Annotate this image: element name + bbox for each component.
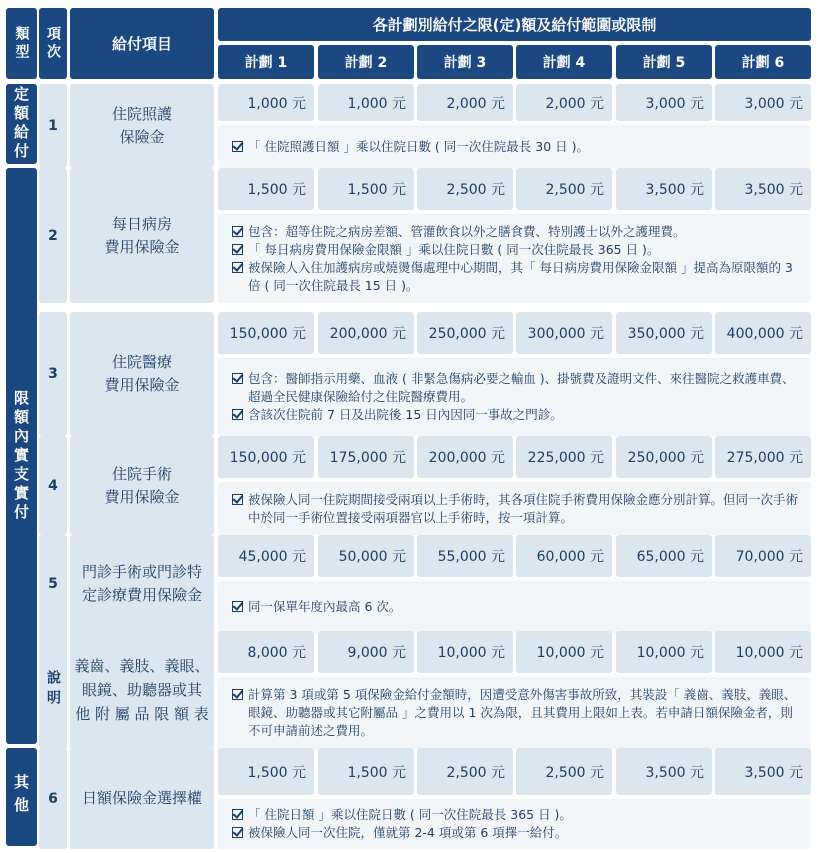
item-notes (218, 677, 811, 749)
plan-amount: 275,000 元 (715, 436, 811, 478)
note-text: 包含：醫師指示用藥、血液 ( 非緊急傷病必要之輸血 )、掛號費及證明文件、來往醫院之救護車費、超過全民健康保險給付之住院醫療費用。 (248, 371, 795, 404)
plan-amount: 400,000 元 (715, 312, 811, 354)
note-line (232, 259, 801, 295)
plan-amount: 3,500 元 (715, 748, 811, 795)
checkbox-checked-icon (232, 601, 243, 612)
item-notes (218, 799, 811, 849)
header-plan-2: 計劃 2 (318, 45, 414, 79)
plan-amount: 250,000 元 (417, 312, 513, 354)
plan-amount: 10,000 元 (516, 631, 612, 673)
header-plans-title: 各計劃別給付之限(定)額及給付範圍或限制 (218, 8, 811, 41)
plan-amount: 9,000 元 (318, 631, 414, 673)
note-line (232, 491, 801, 527)
plan-amount: 150,000 元 (218, 312, 314, 354)
plan-amount: 1,500 元 (218, 748, 314, 795)
plan-amount: 175,000 元 (318, 436, 414, 478)
header-plan-6: 計劃 6 (715, 45, 811, 79)
item-name: 住院照護 保險金 (70, 84, 214, 168)
checkbox-checked-icon (232, 141, 243, 152)
header-plan-4: 計劃 4 (516, 45, 612, 79)
group-label: 其他 (6, 748, 37, 846)
item-name: 門診手術或門診特 定診療費用保險金 (70, 535, 214, 633)
item-no: 4 (39, 436, 67, 535)
plan-amount: 3,500 元 (715, 168, 811, 210)
note-text: 同一保單年度內最高 6 次。 (248, 599, 402, 614)
header-plan-1: 計劃 1 (218, 45, 314, 79)
note-text: 計算第 3 項或第 5 項保險金給付金額時，因遭受意外傷害事故所致，其裝設「 義齒、義肢、義眼、眼鏡、助聽器或其它附屬品 」之費用以 1 次為限，且其費用上限如上表。若申請日額保險金者，則不可申請前述之費用。 (248, 687, 797, 738)
header-plan-5: 計劃 5 (616, 45, 712, 79)
note-line (232, 370, 801, 406)
note-text: 「 住院照護日額 」乘以住院日數 ( 同一次住院最長 30 日 )。 (248, 138, 589, 154)
header-item: 給付項目 (70, 8, 214, 79)
plan-amount: 3,000 元 (715, 84, 811, 121)
note-text: 被保險人同一住院期間接受兩項以上手術時，其各項住院手術費用保險金應分別計算。但同一次手術中於同一手術位置接受兩項器官以上手術時，按一項計算。 (248, 491, 799, 525)
plan-amount: 10,000 元 (616, 631, 712, 673)
note-text: 「 每日病房費用保險金限額 」乘以住院日數 ( 同一次住院最長 365 日 )。 (248, 241, 660, 257)
plan-amount: 55,000 元 (417, 535, 513, 577)
plan-amount: 1,000 元 (218, 84, 314, 121)
header-item-no: 項次 (39, 8, 67, 79)
note-text: 被保險人入住加護病房或燒燙傷處理中心期間，其「 每日病房費用保險金限額 」提高為原限額的 3 倍 ( 同一次住院最長 15 日 )。 (248, 259, 793, 293)
item-notes (218, 214, 811, 303)
checkbox-checked-icon (232, 689, 243, 700)
plan-amount: 1,500 元 (318, 168, 414, 210)
note-text: 含該次住院前 7 日及出院後 15 日內因同一事故之門診。 (248, 407, 563, 422)
plan-amount: 2,500 元 (516, 168, 612, 210)
plan-amount: 300,000 元 (516, 312, 612, 354)
plan-amount: 60,000 元 (516, 535, 612, 577)
group-label: 限額內實支實付 (6, 168, 37, 744)
note-line (232, 686, 801, 740)
item-name: 日額保險金選擇權 (70, 748, 214, 849)
plan-amount: 10,000 元 (417, 631, 513, 673)
note-line (232, 598, 801, 616)
plan-amount: 200,000 元 (318, 312, 414, 354)
header-type: 類型 (6, 8, 37, 79)
plan-amount: 50,000 元 (318, 535, 414, 577)
checkbox-checked-icon (232, 809, 243, 820)
item-no: 5 (39, 535, 67, 633)
plan-amount: 150,000 元 (218, 436, 314, 478)
checkbox-checked-icon (232, 244, 243, 255)
plan-amount: 2,000 元 (417, 84, 513, 121)
note-line (232, 138, 801, 156)
item-no: 說明 (39, 631, 67, 749)
note-line (232, 806, 801, 824)
item-name: 每日病房 費用保險金 (70, 168, 214, 303)
item-notes (218, 482, 811, 535)
plan-amount: 200,000 元 (417, 436, 513, 478)
note-text: 「 住院日額 」乘以住院日數 ( 同一次住院最長 365 日 )。 (248, 807, 572, 822)
checkbox-checked-icon (232, 494, 243, 505)
item-no: 3 (39, 312, 67, 436)
plan-amount: 1,000 元 (318, 84, 414, 121)
checkbox-checked-icon (232, 226, 243, 237)
group-label: 定額給付 (6, 84, 37, 164)
note-line (232, 241, 801, 259)
note-text: 被保險人同一次住院，僅就第 2-4 項或第 6 項擇一給付。 (248, 825, 568, 840)
plan-amount: 225,000 元 (516, 436, 612, 478)
plan-amount: 1,500 元 (318, 748, 414, 795)
plan-amount: 350,000 元 (616, 312, 712, 354)
plan-amount: 3,000 元 (616, 84, 712, 121)
checkbox-checked-icon (232, 409, 243, 420)
note-line (232, 406, 801, 424)
checkbox-checked-icon (232, 262, 243, 273)
plan-amount: 250,000 元 (616, 436, 712, 478)
note-text: 包含：超等住院之病房差額、管灌飲食以外之膳食費、特別護士以外之護理費。 (248, 223, 686, 239)
plan-amount: 3,500 元 (616, 748, 712, 795)
item-name: 住院手術 費用保險金 (70, 436, 214, 535)
item-name: 義齒、義肢、義眼、 眼鏡、助聽器或其 他 附 屬 品 限 額 表 (70, 631, 214, 749)
item-no: 2 (39, 168, 67, 303)
checkbox-checked-icon (232, 827, 243, 838)
item-notes (218, 581, 811, 633)
plan-amount: 10,000 元 (715, 631, 811, 673)
item-no: 1 (39, 84, 67, 168)
plan-amount: 70,000 元 (715, 535, 811, 577)
header-plan-3: 計劃 3 (417, 45, 513, 79)
plan-amount: 45,000 元 (218, 535, 314, 577)
plan-amount: 2,500 元 (417, 168, 513, 210)
item-notes (218, 358, 811, 436)
plan-amount: 2,500 元 (417, 748, 513, 795)
checkbox-checked-icon (232, 373, 243, 384)
note-line (232, 824, 801, 842)
note-line (232, 223, 801, 241)
item-no: 6 (39, 748, 67, 849)
item-notes (218, 125, 811, 168)
plan-amount: 8,000 元 (218, 631, 314, 673)
plan-amount: 65,000 元 (616, 535, 712, 577)
plan-amount: 2,500 元 (516, 748, 612, 795)
plan-amount: 2,000 元 (516, 84, 612, 121)
plan-amount: 3,500 元 (616, 168, 712, 210)
plan-amount: 1,500 元 (218, 168, 314, 210)
item-name: 住院醫療 費用保險金 (70, 312, 214, 436)
